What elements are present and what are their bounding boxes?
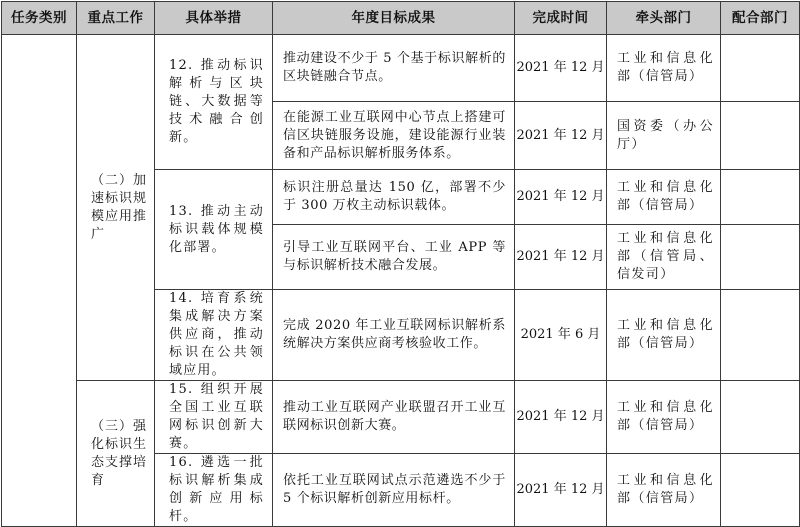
lead-department-cell: 国资委（办公厅） bbox=[607, 102, 721, 170]
supporting-department-cell bbox=[721, 102, 800, 170]
task-table bbox=[1, 1, 800, 527]
focus-work-cell: （二）加速标识规模应用推广 bbox=[77, 35, 155, 381]
lead-department-cell: 工业和信息化部（信管局） bbox=[607, 381, 721, 454]
measure-cell: 16. 遴选一批标识解析集成创新应用标杆。 bbox=[155, 454, 273, 527]
goal-cell: 依托工业互联网试点示范遴选不少于 5 个标识解析创新应用标杆。 bbox=[273, 454, 515, 527]
measure-cell: 13. 推动主动标识载体规模化部署。 bbox=[155, 170, 273, 290]
lead-department-cell: 工业和信息化部（信管局） bbox=[607, 290, 721, 381]
header-annual-goals: 年度目标成果 bbox=[273, 2, 515, 35]
header-row bbox=[2, 2, 800, 35]
table-row bbox=[2, 35, 800, 102]
goal-cell: 完成 2020 年工业互联网标识解析系统解决方案供应商考核验收工作。 bbox=[273, 290, 515, 381]
focus-work-cell: （三）强化标识生态支撑培育 bbox=[77, 381, 155, 527]
goal-cell: 在能源工业互联网中心节点上搭建可信区块链服务设施，建设能源行业装备和产品标识解析服务体系。 bbox=[273, 102, 515, 170]
supporting-department-cell bbox=[721, 290, 800, 381]
lead-department-cell: 工业和信息化部（信管局） bbox=[607, 35, 721, 102]
goal-cell: 引导工业互联网平台、工业 APP 等与标识解析技术融合发展。 bbox=[273, 225, 515, 290]
header-completion-time: 完成时间 bbox=[515, 2, 607, 35]
goal-cell: 标识注册总量达 150 亿，部署不少于 300 万枚主动标识载体。 bbox=[273, 170, 515, 225]
header-supporting-department: 配合部门 bbox=[721, 2, 800, 35]
task-category-cell bbox=[2, 35, 77, 527]
lead-department-cell: 工业和信息化部（信管局） bbox=[607, 170, 721, 225]
measure-cell: 12. 推动标识解析与区块链、大数据等技术融合创新。 bbox=[155, 35, 273, 170]
header-measures: 具体举措 bbox=[155, 2, 273, 35]
measure-cell: 14. 培育系统集成解决方案供应商，推动标识在公共领域应用。 bbox=[155, 290, 273, 381]
supporting-department-cell bbox=[721, 170, 800, 225]
time-cell: 2021 年 12 月 bbox=[515, 225, 607, 290]
time-cell: 2021 年 12 月 bbox=[515, 454, 607, 527]
supporting-department-cell bbox=[721, 454, 800, 527]
time-cell: 2021 年 12 月 bbox=[515, 381, 607, 454]
supporting-department-cell bbox=[721, 381, 800, 454]
lead-department-cell: 工业和信息化部（信管局、信发司） bbox=[607, 225, 721, 290]
header-lead-department: 牵头部门 bbox=[607, 2, 721, 35]
time-cell: 2021 年 12 月 bbox=[515, 35, 607, 102]
goal-cell: 推动工业互联网产业联盟召开工业互联网标识创新大赛。 bbox=[273, 381, 515, 454]
goal-cell: 推动建设不少于 5 个基于标识解析的区块链融合节点。 bbox=[273, 35, 515, 102]
time-cell: 2021 年 12 月 bbox=[515, 170, 607, 225]
table-row bbox=[2, 381, 800, 454]
time-cell: 2021 年 12 月 bbox=[515, 102, 607, 170]
header-focus-work: 重点工作 bbox=[77, 2, 155, 35]
lead-department-cell: 工业和信息化部（信管局） bbox=[607, 454, 721, 527]
header-task-category: 任务类别 bbox=[2, 2, 77, 35]
time-cell: 2021 年 6 月 bbox=[515, 290, 607, 381]
measure-cell: 15. 组织开展全国工业互联网标识创新大赛。 bbox=[155, 381, 273, 454]
supporting-department-cell bbox=[721, 35, 800, 102]
supporting-department-cell bbox=[721, 225, 800, 290]
